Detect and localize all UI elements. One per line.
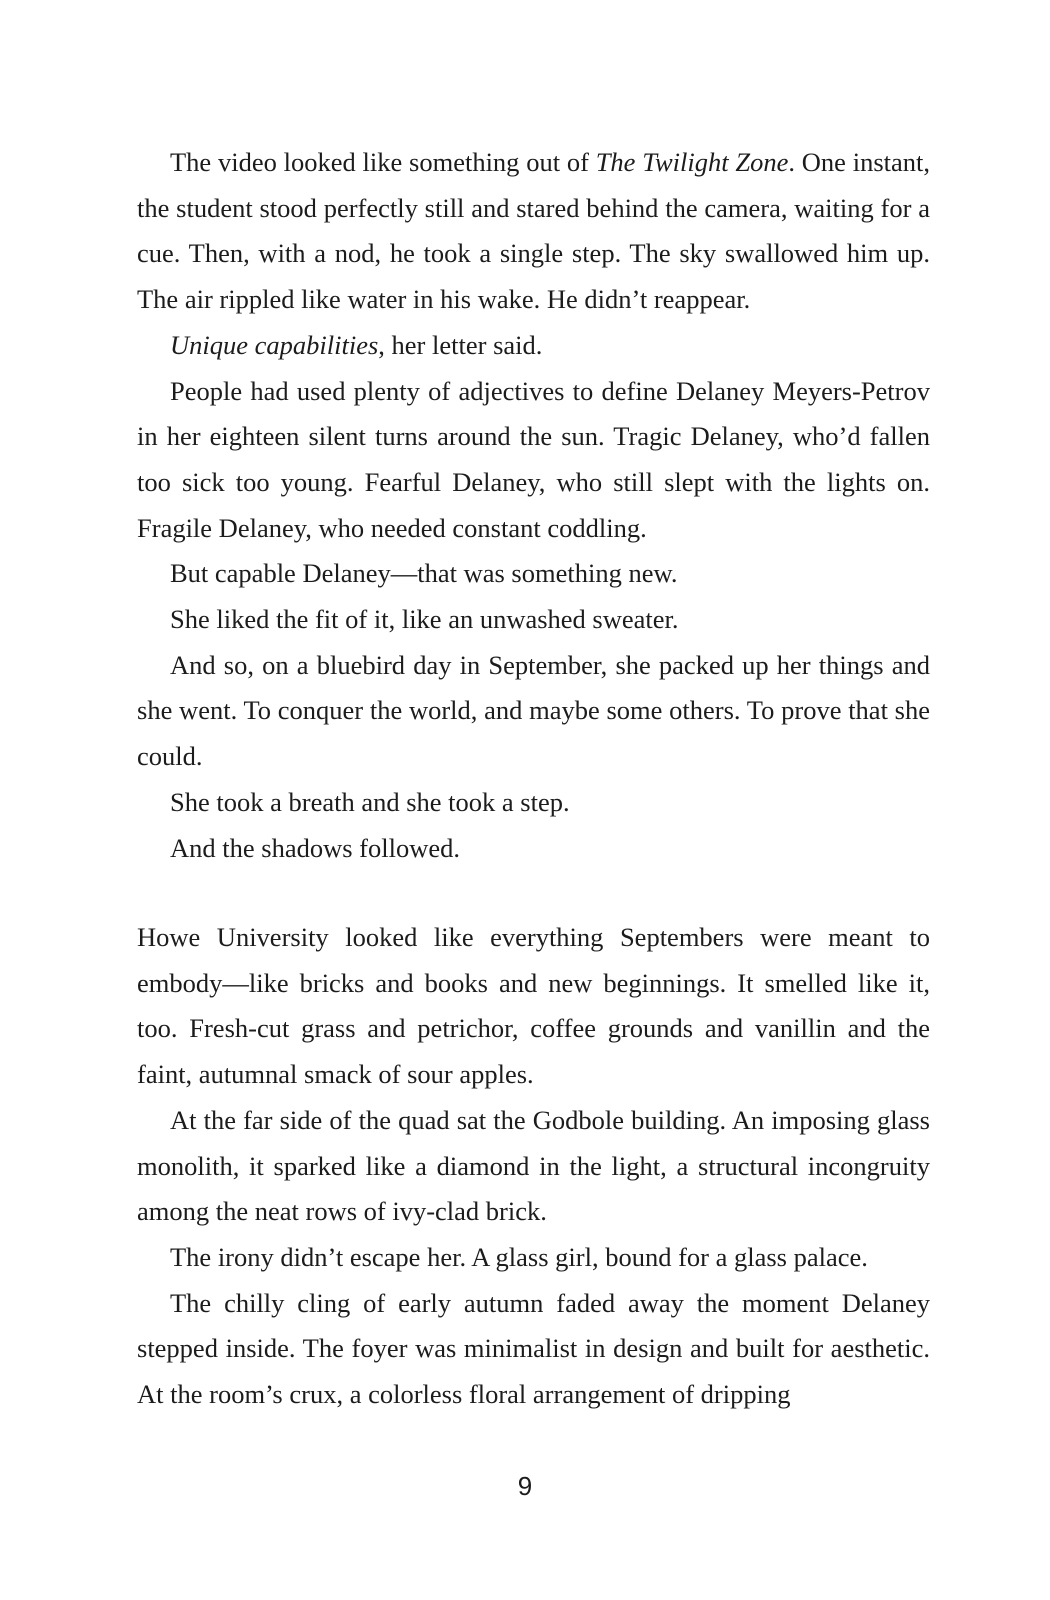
paragraph <box>137 140 930 323</box>
paragraph: And so, on a bluebird day in September, she packed up her things and she went. To conquer the world, and maybe some others. To prove that she could. <box>137 649 930 772</box>
text-section-1 <box>137 140 930 871</box>
paragraph-text: The video looked like something out of <box>170 147 596 177</box>
paragraph-text: , her letter said. <box>378 329 543 360</box>
paragraph: And the shadows followed. <box>170 832 460 863</box>
paragraph: She liked the fit of it, like an unwashed sweater. <box>170 604 679 635</box>
paragraph-text: . One instant, the student stood perfectly still and stared behind the camera, waiting for a cue. Then, with a nod, he took a single step. The sky swallowed him up. The air rippled like water in his wake. He didn’t reappear. <box>137 147 930 315</box>
paragraph: At the far side of the quad sat the Godbole building. An imposing glass monolith, it sparked like a diamond in the light, a structural incongruity among the neat rows of ivy-clad brick. <box>137 1104 930 1227</box>
paragraph: But capable Delaney—that was something new. <box>170 558 678 589</box>
paragraph: Howe University looked like everything Septembers were meant to embody—like bricks and books and new beginnings. It smelled like it, too. Fresh-cut grass and petrichor, coffee grounds and vanillin and the faint, autumnal smack of sour apples. <box>137 922 930 1090</box>
paragraph: People had used plenty of adjectives to define Delaney Meyers-Petrov in her eighteen silent turns around the sun. Tragic Delaney, who’d fallen too sick too young. Fearful Delaney, who still slept with the lights on. Fragile Delaney, who needed constant coddling. <box>137 375 930 543</box>
paragraph: She took a breath and she took a step. <box>170 786 570 817</box>
paragraph: The chilly cling of early autumn faded away the moment Delaney stepped inside. The foyer was minimalist in design and built for aesthetic. At the room’s crux, a colorless floral arrangement of dripping <box>137 1287 930 1410</box>
paragraph <box>137 323 930 369</box>
italic-title: The Twilight Zone <box>595 147 789 177</box>
paragraph: The irony didn’t escape her. A glass girl, bound for a glass palace. <box>170 1241 868 1272</box>
italic-phrase: Unique capabilities <box>170 329 379 360</box>
page-number: 9 <box>517 1471 533 1501</box>
text-section-2 <box>137 915 930 1418</box>
